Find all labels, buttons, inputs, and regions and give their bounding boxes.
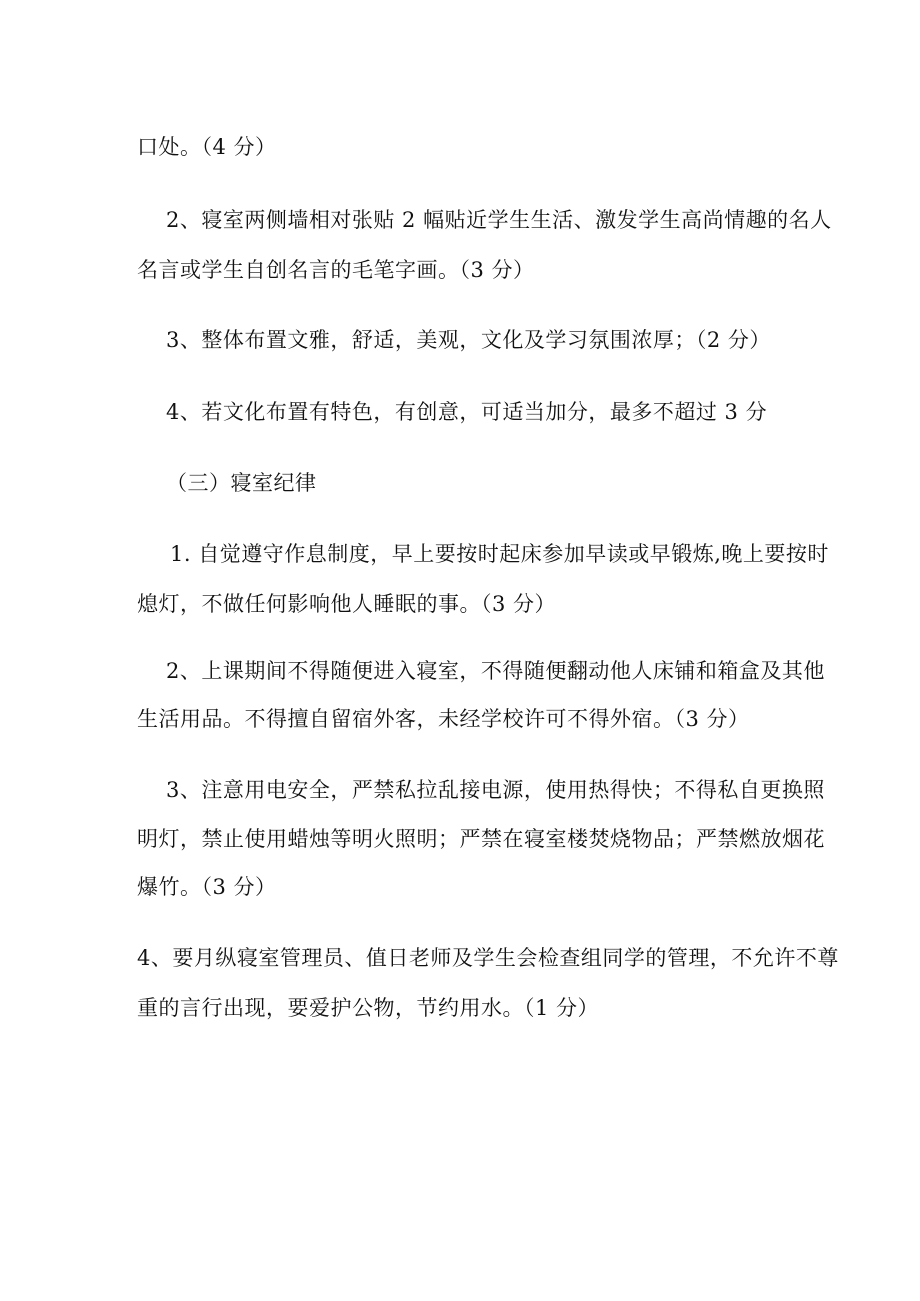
text-line: 2、上课期间不得随便进入寝室，不得随便翻动他人床铺和箱盒及其他 (166, 659, 825, 683)
text-line: 4、要月纵寝室管理员、值日老师及学生会检查组同学的管理，不允许不尊 (137, 946, 839, 970)
text-line: 爆竹。（3 分） (137, 875, 277, 899)
text-line: 2、寝室两侧墙相对张贴 2 幅贴近学生生活、激发学生高尚情趣的名人 (166, 208, 832, 232)
text-line: 名言或学生自创名言的毛笔字画。（3 分） (137, 258, 535, 282)
text-line: 4、若文化布置有特色，有创意，可适当加分，最多不超过 3 分 (166, 400, 768, 424)
text-line: 1. 自觉遵守作息制度，早上要按时起床参加早读或早锻炼,晚上要按时 (170, 542, 829, 566)
text-line: 生活用品。不得擅自留宿外客，未经学校许可不得外宿。（3 分） (137, 707, 750, 731)
text-line: 3、整体布置文雅，舒适，美观，文化及学习氛围浓厚；（2 分） (166, 328, 771, 352)
text-line: 熄灯，不做任何影响他人睡眠的事。（3 分） (137, 592, 557, 616)
text-line: 重的言行出现，要爱护公物，节约用水。（1 分） (137, 996, 600, 1020)
text-line: 3、注意用电安全，严禁私拉乱接电源，使用热得快；不得私自更换照 (166, 778, 825, 802)
text-line: 口处。（4 分） (137, 135, 277, 159)
section-heading: （三）寝室纪律 (166, 471, 317, 495)
text-line: 明灯，禁止使用蜡烛等明火照明；严禁在寝室楼焚烧物品；严禁燃放烟花 (137, 827, 825, 851)
